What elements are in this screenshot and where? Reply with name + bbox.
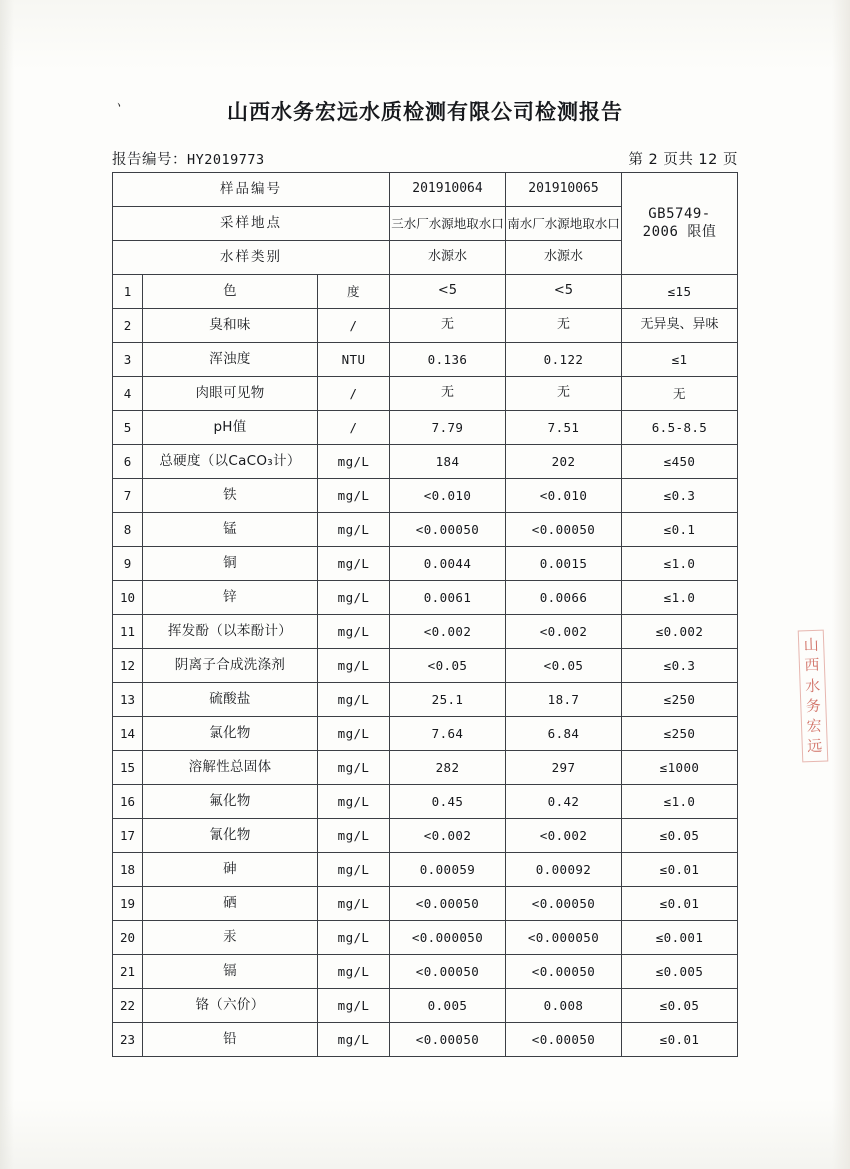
row-item-name: 铁: [143, 479, 318, 513]
row-index: 3: [113, 343, 143, 377]
row-unit: /: [318, 309, 390, 343]
row-unit: mg/L: [318, 547, 390, 581]
row-unit: mg/L: [318, 785, 390, 819]
row-item-name: 浑浊度: [143, 343, 318, 377]
header-sampling-site-1: 三水厂水源地取水口: [390, 207, 506, 241]
row-unit: mg/L: [318, 989, 390, 1023]
row-item-name: pH值: [143, 411, 318, 445]
row-limit-value: ≤0.01: [622, 853, 738, 887]
row-index: 21: [113, 955, 143, 989]
red-seal-stamp: [798, 630, 829, 762]
row-value-sample-2: 0.0066: [506, 581, 622, 615]
standard-code-line2: 2006 限值: [642, 223, 717, 240]
row-limit-value: 无: [622, 377, 738, 411]
row-value-sample-2: <0.00050: [506, 1023, 622, 1057]
row-unit: mg/L: [318, 581, 390, 615]
row-index: 10: [113, 581, 143, 615]
row-value-sample-1: <0.00050: [390, 887, 506, 921]
header-label-sampling-site: 采样地点: [113, 207, 390, 241]
row-unit: mg/L: [318, 819, 390, 853]
row-item-name: 镉: [143, 955, 318, 989]
row-value-sample-1: 7.79: [390, 411, 506, 445]
row-item-name: 氰化物: [143, 819, 318, 853]
row-limit-value: ≤1.0: [622, 547, 738, 581]
header-sample-no-2: 201910065: [506, 173, 622, 207]
row-item-name: 砷: [143, 853, 318, 887]
row-item-name: 溶解性总固体: [143, 751, 318, 785]
row-value-sample-2: 297: [506, 751, 622, 785]
row-value-sample-2: 0.42: [506, 785, 622, 819]
row-value-sample-1: 0.00059: [390, 853, 506, 887]
header-label-sample-no: 样品编号: [113, 173, 390, 207]
table-row: [113, 309, 738, 343]
table-row: [113, 547, 738, 581]
row-unit: mg/L: [318, 649, 390, 683]
row-value-sample-2: 6.84: [506, 717, 622, 751]
row-unit: mg/L: [318, 1023, 390, 1057]
row-limit-value: ≤1.0: [622, 785, 738, 819]
row-item-name: 氯化物: [143, 717, 318, 751]
report-number-label: 报告编号：: [112, 152, 187, 168]
table-row: [113, 853, 738, 887]
row-limit-value: ≤0.05: [622, 989, 738, 1023]
row-value-sample-2: <0.00050: [506, 513, 622, 547]
row-value-sample-1: 无: [390, 309, 506, 343]
row-index: 7: [113, 479, 143, 513]
row-item-name: 氟化物: [143, 785, 318, 819]
row-limit-value: ≤0.001: [622, 921, 738, 955]
table-row: [113, 649, 738, 683]
row-limit-value: ≤15: [622, 275, 738, 309]
row-index: 18: [113, 853, 143, 887]
row-limit-value: 6.5-8.5: [622, 411, 738, 445]
row-value-sample-2: <0.00050: [506, 887, 622, 921]
table-row: [113, 343, 738, 377]
row-index: 15: [113, 751, 143, 785]
row-unit: 度: [318, 275, 390, 309]
row-index: 17: [113, 819, 143, 853]
header-sample-no-1: 201910064: [390, 173, 506, 207]
row-unit: mg/L: [318, 751, 390, 785]
row-item-name: 锰: [143, 513, 318, 547]
table-row: [113, 717, 738, 751]
row-value-sample-1: 0.136: [390, 343, 506, 377]
row-value-sample-1: <5: [390, 275, 506, 309]
row-limit-value: ≤0.002: [622, 615, 738, 649]
row-item-name: 铅: [143, 1023, 318, 1057]
page-edge-shadow-right: [832, 0, 850, 1169]
row-item-name: 铬（六价）: [143, 989, 318, 1023]
row-index: 2: [113, 309, 143, 343]
row-index: 13: [113, 683, 143, 717]
report-number-group: [112, 148, 265, 169]
row-value-sample-1: <0.010: [390, 479, 506, 513]
row-value-sample-1: <0.05: [390, 649, 506, 683]
standard-limit-header: [622, 173, 738, 275]
row-limit-value: ≤1: [622, 343, 738, 377]
row-unit: mg/L: [318, 615, 390, 649]
table-row: [113, 819, 738, 853]
row-unit: mg/L: [318, 921, 390, 955]
table-row: [113, 513, 738, 547]
row-value-sample-2: <0.000050: [506, 921, 622, 955]
row-value-sample-1: 282: [390, 751, 506, 785]
page-title: 山西水务宏远水质检测有限公司检测报告: [227, 100, 623, 124]
table-row: [113, 751, 738, 785]
table-body: [113, 275, 738, 1057]
row-index: 4: [113, 377, 143, 411]
table-row: [113, 785, 738, 819]
row-value-sample-2: <0.010: [506, 479, 622, 513]
row-item-name: 臭和味: [143, 309, 318, 343]
row-item-name: 汞: [143, 921, 318, 955]
row-index: 11: [113, 615, 143, 649]
row-limit-value: ≤0.1: [622, 513, 738, 547]
row-index: 14: [113, 717, 143, 751]
row-unit: NTU: [318, 343, 390, 377]
page-edge-shadow-left: [0, 0, 14, 1169]
row-limit-value: ≤450: [622, 445, 738, 479]
row-value-sample-1: <0.000050: [390, 921, 506, 955]
row-value-sample-2: 18.7: [506, 683, 622, 717]
row-value-sample-2: 无: [506, 377, 622, 411]
row-unit: /: [318, 377, 390, 411]
handwritten-tick-mark: 、: [115, 94, 133, 113]
row-unit: mg/L: [318, 479, 390, 513]
table-row: [113, 683, 738, 717]
table-row: [113, 479, 738, 513]
header-sampling-site-2: 南水厂水源地取水口: [506, 207, 622, 241]
water-quality-table: [112, 172, 738, 1057]
header-label-sample-type: 水样类别: [113, 241, 390, 275]
report-number-value: HY2019773: [187, 152, 265, 168]
row-index: 5: [113, 411, 143, 445]
page-info: 第 2 页共 12 页: [628, 152, 738, 168]
row-value-sample-1: 0.0061: [390, 581, 506, 615]
header-sample-type-2: 水源水: [506, 241, 622, 275]
row-value-sample-1: 7.64: [390, 717, 506, 751]
row-item-name: 肉眼可见物: [143, 377, 318, 411]
row-value-sample-2: 202: [506, 445, 622, 479]
row-item-name: 挥发酚（以苯酚计）: [143, 615, 318, 649]
table-header-row-sample-no: [113, 173, 738, 207]
row-index: 19: [113, 887, 143, 921]
row-index: 6: [113, 445, 143, 479]
report-meta-row: [112, 148, 738, 169]
header-sample-type-1: 水源水: [390, 241, 506, 275]
row-value-sample-1: 0.0044: [390, 547, 506, 581]
row-item-name: 硫酸盐: [143, 683, 318, 717]
row-limit-value: ≤0.3: [622, 649, 738, 683]
row-limit-value: ≤0.01: [622, 1023, 738, 1057]
row-unit: mg/L: [318, 955, 390, 989]
table-row: [113, 615, 738, 649]
row-index: 20: [113, 921, 143, 955]
row-limit-value: ≤250: [622, 717, 738, 751]
row-limit-value: ≤0.3: [622, 479, 738, 513]
table-row: [113, 377, 738, 411]
row-index: 23: [113, 1023, 143, 1057]
row-value-sample-1: 0.005: [390, 989, 506, 1023]
row-value-sample-1: 25.1: [390, 683, 506, 717]
row-value-sample-1: <0.00050: [390, 513, 506, 547]
row-item-name: 阴离子合成洗涤剂: [143, 649, 318, 683]
standard-code-line1: GB5749-: [648, 206, 711, 222]
row-unit: /: [318, 411, 390, 445]
row-index: 1: [113, 275, 143, 309]
row-value-sample-2: 7.51: [506, 411, 622, 445]
row-limit-value: ≤0.05: [622, 819, 738, 853]
row-unit: mg/L: [318, 717, 390, 751]
row-limit-value: ≤0.005: [622, 955, 738, 989]
row-unit: mg/L: [318, 887, 390, 921]
row-item-name: 硒: [143, 887, 318, 921]
row-value-sample-2: 0.122: [506, 343, 622, 377]
row-value-sample-2: 0.00092: [506, 853, 622, 887]
row-value-sample-1: <0.00050: [390, 955, 506, 989]
row-value-sample-2: <0.05: [506, 649, 622, 683]
row-index: 8: [113, 513, 143, 547]
table-row: [113, 921, 738, 955]
row-value-sample-2: <0.00050: [506, 955, 622, 989]
row-unit: mg/L: [318, 683, 390, 717]
table-row: [113, 411, 738, 445]
row-item-name: 色: [143, 275, 318, 309]
table-row: [113, 445, 738, 479]
seal-text: 山西水务宏远: [798, 630, 829, 762]
table-row: [113, 989, 738, 1023]
row-value-sample-2: <0.002: [506, 819, 622, 853]
row-limit-value: 无异臭、异味: [622, 309, 738, 343]
row-unit: mg/L: [318, 513, 390, 547]
table-row: [113, 581, 738, 615]
row-value-sample-2: 无: [506, 309, 622, 343]
row-value-sample-1: <0.00050: [390, 1023, 506, 1057]
row-value-sample-2: <5: [506, 275, 622, 309]
table-row: [113, 1023, 738, 1057]
row-value-sample-2: 0.008: [506, 989, 622, 1023]
row-item-name: 总硬度（以CaCO₃计）: [143, 445, 318, 479]
row-limit-value: ≤250: [622, 683, 738, 717]
table-row: [113, 887, 738, 921]
row-value-sample-1: <0.002: [390, 819, 506, 853]
row-value-sample-1: 0.45: [390, 785, 506, 819]
row-index: 9: [113, 547, 143, 581]
row-index: 16: [113, 785, 143, 819]
row-item-name: 铜: [143, 547, 318, 581]
row-limit-value: ≤1.0: [622, 581, 738, 615]
row-index: 12: [113, 649, 143, 683]
table-row: [113, 275, 738, 309]
row-unit: mg/L: [318, 853, 390, 887]
row-index: 22: [113, 989, 143, 1023]
row-value-sample-1: 无: [390, 377, 506, 411]
row-item-name: 锌: [143, 581, 318, 615]
row-limit-value: ≤0.01: [622, 887, 738, 921]
row-value-sample-2: 0.0015: [506, 547, 622, 581]
row-limit-value: ≤1000: [622, 751, 738, 785]
row-unit: mg/L: [318, 445, 390, 479]
row-value-sample-2: <0.002: [506, 615, 622, 649]
row-value-sample-1: <0.002: [390, 615, 506, 649]
row-value-sample-1: 184: [390, 445, 506, 479]
table-row: [113, 955, 738, 989]
